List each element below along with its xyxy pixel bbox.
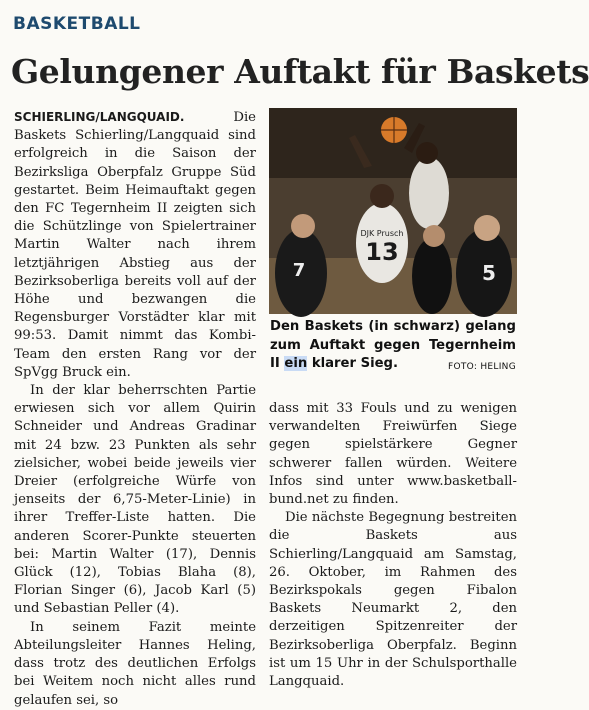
paragraph-4: dass mit 33 Fouls und zu wenigen verwandelten Freiwürfen Siege gegen spielstärkere Gegner schwerer fallen würden. Weitere Infos sind unter www.basketball-bund.net zu finden. — [269, 401, 517, 508]
paragraph-1-text: Die Baskets Schierling/Langquaid sind erfolgreich in die Saison der Bezirksliga Oberpfalz Gruppe Süd gestartet. Beim Heimauftakt gegen den FC Tegernheim II zeigten sich die Schützlinge von Spielertrainer Martin Walter nach ihrem letztjährigen Abstieg aus der Bezirksoberliga bereits voll auf der Höhe und bezwangen die Regensburger Vorstädter klar mit 99:53. Damit nimmt das Kombi-Team den ersten Rang vor der SpVgg Bruck ein. — [14, 110, 256, 380]
article-column-2 — [269, 400, 517, 691]
dateline: SCHIERLING/LANGQUAID. — [14, 110, 185, 124]
jersey-number-right: 5 — [482, 261, 496, 285]
photo-credit: FOTO: HELING — [447, 362, 516, 372]
photo-illustration — [269, 108, 517, 314]
caption-text-1: Den Baskets (in schwarz) gelang zum Auftakt gegen Tegernheim II — [270, 319, 516, 371]
headline: Gelungener Auftakt für Baskets — [11, 52, 589, 91]
photo-caption — [270, 318, 516, 377]
paragraph-3: In seinem Fazit meinte Abteilungsleiter Hannes Heling, dass trotz des deutlichen Erfolgs bei Weitem noch nicht alles rund gelaufen sei, so — [14, 619, 256, 708]
section-kicker: BASKETBALL — [13, 14, 141, 34]
caption-text-2: klarer Sieg. — [307, 356, 399, 371]
caption-highlight: ein — [284, 356, 308, 371]
jersey-text: DJK Prusch — [360, 229, 404, 238]
paragraph-2: In der klar beherrschten Partie erwiesen sich vor allem Quirin Schneider und Andreas Gradinar mit 24 bzw. 23 Punkten als sehr zielsicher, wobei beide jeweils vier Dreier (erfolgreiche Würfe von jenseits der 6,75-Meter-Linie) in ihrer Treffer-Liste hatten. Die anderen Scorer-Punkte steuerten bei: Martin Walter (17), Dennis Glück (12), Tobias Blaha (8), Florian Singer (6), Jacob Karl (5) und Sebastian Peller (4). — [14, 383, 256, 617]
jersey-number-front: 13 — [365, 238, 399, 266]
paragraph-5: Die nächste Begegnung bestreiten die Baskets aus Schierling/Langquaid am Samstag, 26. Oktober, im Rahmen des Bezirkspokals gegen Fibalon Baskets Neumarkt 2, den derzeitigen Spitzenreiter der Bezirksoberliga Oberpfalz. Beginn ist um 15 Uhr in der Schulsporthalle Langquaid. — [269, 510, 517, 690]
article-column-1 — [14, 108, 256, 710]
basketball-photo — [269, 108, 517, 314]
paragraph-1 — [14, 108, 256, 382]
jersey-number-left: 7 — [292, 260, 306, 281]
